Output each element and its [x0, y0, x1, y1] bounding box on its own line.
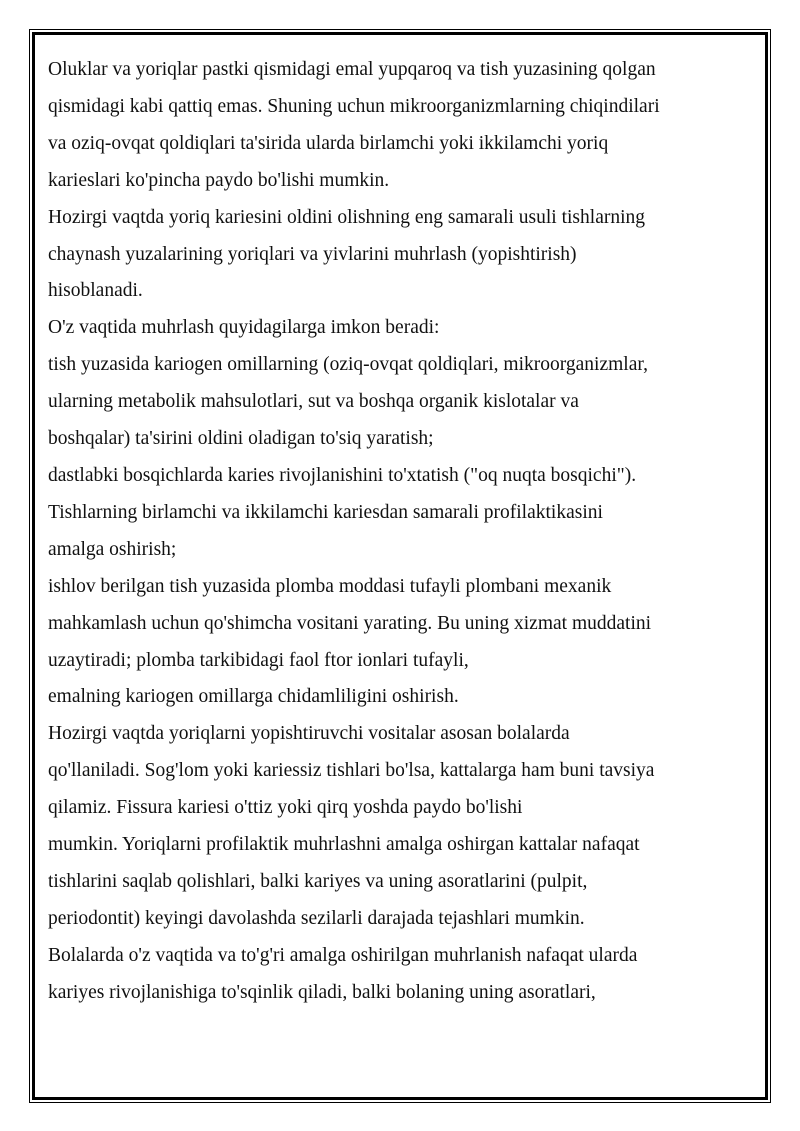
- text-line: boshqalar) ta'sirini oldini oladigan to'siq yaratish;: [48, 428, 434, 450]
- text-line: va oziq-ovqat qoldiqlari ta'sirida ularda birlamchi yoki ikkilamchi yoriq: [48, 132, 609, 154]
- text-line: dastlabki bosqichlarda karies rivojlanishini to'xtatish ("oq nuqta bosqichi").: [48, 464, 637, 486]
- text-line: Hozirgi vaqtda yoriqlarni yopishtiruvchi vositalar asosan bolalarda: [48, 723, 570, 745]
- text-line: ishlov berilgan tish yuzasida plomba moddasi tufayli plombani mexanik: [48, 575, 612, 597]
- text-line: O'z vaqtida muhrlash quyidagilarga imkon beradi:: [48, 317, 440, 339]
- text-line: emalning kariogen omillarga chidamliligini oshirish.: [48, 686, 459, 708]
- text-line: kariyes rivojlanishiga to'sqinlik qiladi, balki bolaning uning asoratlari,: [48, 981, 596, 1003]
- text-line: qismidagi kabi qattiq emas. Shuning uchun mikroorganizmlarning chiqindilari: [48, 95, 660, 117]
- text-line: Hozirgi vaqtda yoriq kariesini oldini olishning eng samarali usuli tishlarning: [48, 206, 646, 228]
- text-line: Tishlarning birlamchi va ikkilamchi kariesdan samarali profilaktikasini: [48, 501, 603, 523]
- text-line: Bolalarda o'z vaqtida va to'g'ri amalga oshirilgan muhrlanish nafaqat ularda: [48, 944, 638, 966]
- text-line: tishlarini saqlab qolishlari, balki kariyes va uning asoratlarini (pulpit,: [48, 870, 588, 892]
- text-line: tish yuzasida kariogen omillarning (oziq-ovqat qoldiqlari, mikroorganizmlar,: [48, 354, 648, 376]
- text-line: Oluklar va yoriqlar pastki qismidagi emal yupqaroq va tish yuzasining qolgan: [48, 59, 656, 80]
- text-line: chaynash yuzalarining yoriqlari va yivlarini muhrlash (yopishtirish): [48, 243, 577, 265]
- text-line: qo'llaniladi. Sog'lom yoki kariessiz tishlari bo'lsa, kattalarga ham buni tavsiya: [48, 760, 655, 782]
- text-line: mumkin. Yoriqlarni profilaktik muhrlashni amalga oshirgan kattalar nafaqat: [48, 834, 640, 856]
- text-line: amalga oshirish;: [48, 538, 177, 560]
- text-line: qilamiz. Fissura kariesi o'ttiz yoki qirq yoshda paydo bo'lishi: [48, 797, 523, 819]
- text-line: uzaytiradi; plomba tarkibidagi faol ftor ionlari tufayli,: [48, 649, 469, 671]
- text-line: hisoblanadi.: [48, 280, 143, 302]
- text-line: ularning metabolik mahsulotlari, sut va boshqa organik kislotalar va: [48, 391, 579, 413]
- text-line: mahkamlash uchun qo'shimcha vositani yarating. Bu uning xizmat muddatini: [48, 612, 652, 634]
- document-body: [48, 52, 748, 1012]
- text-line: periodontit) keyingi davolashda sezilarli darajada tejashlari mumkin.: [48, 907, 585, 929]
- text-line: karieslari ko'pincha paydo bo'lishi mumkin.: [48, 169, 390, 191]
